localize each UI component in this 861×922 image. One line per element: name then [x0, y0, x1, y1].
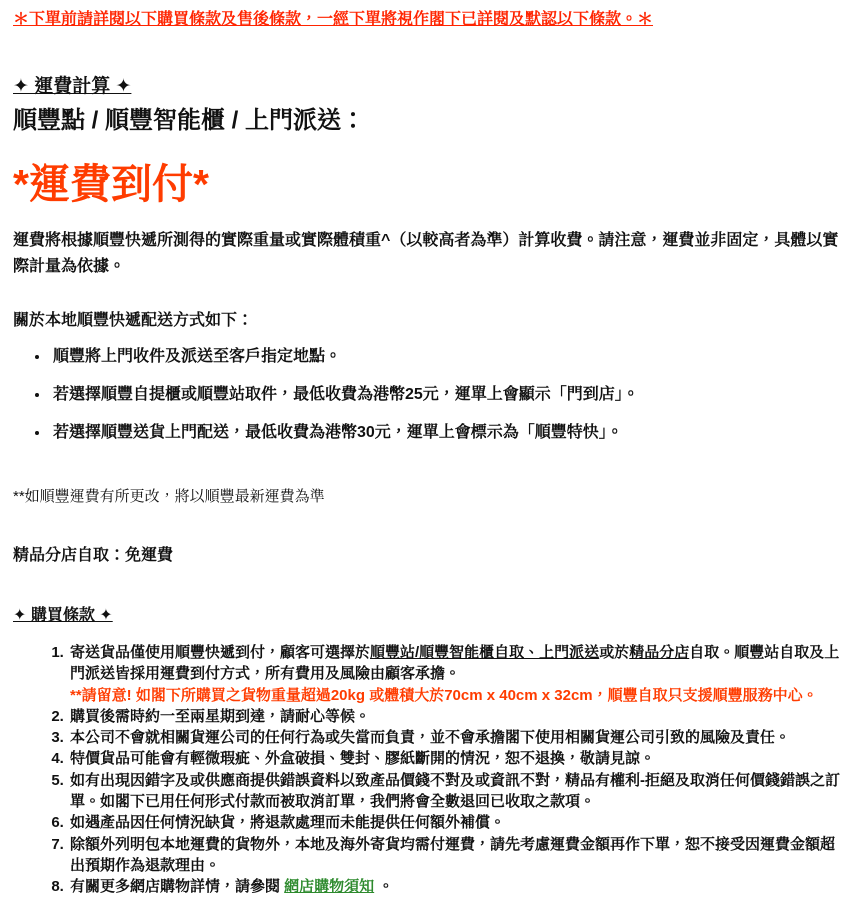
delivery-methods-list [13, 347, 847, 443]
freight-collect-title: *運費到付* [13, 160, 209, 207]
list-item: • 若選擇順豐送貨上門配送，最低收費為港幣30元，運單上會標示為「順豐特快」。 [50, 423, 847, 444]
purchase-terms-list [13, 642, 847, 898]
term-item-1 [68, 642, 847, 706]
delivery-options-subheading: 順豐點 / 順豐智能櫃 / 上門派送： [13, 106, 366, 134]
list-item: • 順豐將上門收件及派送至客戶指定地點。 [50, 347, 847, 368]
term-1-text: 自取。順豐站自取及上門派送皆採用運費到付方式，所有費用及風險由顧客承擔。 [70, 643, 840, 683]
freight-description: 運費將根據順豐快遞所測得的實際重量或實際體積重^（以較高者為準）計算收費。請注意，運費並非固定，具體以實際計量為依據。 [13, 231, 839, 276]
shipping-calc-heading: ✦ 運費計算 ✦ [13, 76, 132, 97]
pre-order-notice: ＊下單前請詳閱以下購買條款及售後條款，一經下單將視作閣下已詳閱及默認以下條款。＊ [13, 11, 654, 28]
term-1-sf-pickup-options: 順豐站/順豐智能櫃自取、上門派送 [370, 643, 600, 661]
term-item-4: 4. 特價貨品可能會有輕微瑕疵、外盒破損、雙封、膠紙斷開的情況，恕不退換，敬請見諒。 [68, 748, 847, 769]
term-1-size-weight-warning: **請留意! 如閣下所購買之貨物重量超過20kg 或體積大於70cm x 40cm x 32cm，順豐自取只支援順豐服務中心。 [70, 686, 818, 704]
term-item-7: 7. 除額外列明包本地運費的貨物外，本地及海外寄貨均需付運費，請先考慮運費金額再作下單，恕不接受因運費金額超出預期作為退款理由。 [68, 834, 847, 877]
list-item: • 若選擇順豐自提櫃或順豐站取件，最低收費為港幣25元，運單上會顯示「門到店」。 [50, 385, 847, 406]
term-item-6: 6. 如遇產品因任何情況缺貨，將退款處理而未能提供任何額外補償。 [68, 812, 847, 833]
term-item-5: 5. 如有出現因錯字及或供應商提供錯誤資料以致產品價錢不對及或資訊不對，精品有權利-拒絕及取消任何價錢錯誤之訂單。如閣下已用任何形式付款而被取消訂單，我們將會全數退回已收取之款項。 [68, 770, 847, 813]
term-1-text: 或於 [599, 643, 630, 661]
term-1-text: 寄送貨品僅使用順豐快遞到付，顧客可選擇於 [70, 643, 371, 661]
store-pickup-free-note: 精品分店自取：免運費 [13, 547, 174, 565]
term-8-text: 。 [374, 878, 394, 896]
term-item-3: 3. 本公司不會就相關貨運公司的任何行為或失當而負責，並不會承擔閣下使用相關貨運公司引致的風險及責任。 [68, 727, 847, 748]
delivery-methods-intro: 關於本地順豐快遞配送方式如下： [13, 311, 254, 329]
fee-change-note: **如順豐運費有所更改，將以順豐最新運費為準 [13, 487, 325, 505]
term-8-text: 有關更多網店購物詳情，請參閱 [70, 878, 285, 896]
online-shopping-guide-link[interactable]: 網店購物須知 [284, 878, 375, 896]
purchase-terms-heading: ✦ 購買條款 ✦ [13, 607, 113, 625]
term-1-boutique-store: 精品分店 [629, 643, 690, 661]
term-item-2: 2. 購買後需時約一至兩星期到達，請耐心等候。 [68, 706, 847, 727]
term-item-8 [68, 876, 847, 897]
